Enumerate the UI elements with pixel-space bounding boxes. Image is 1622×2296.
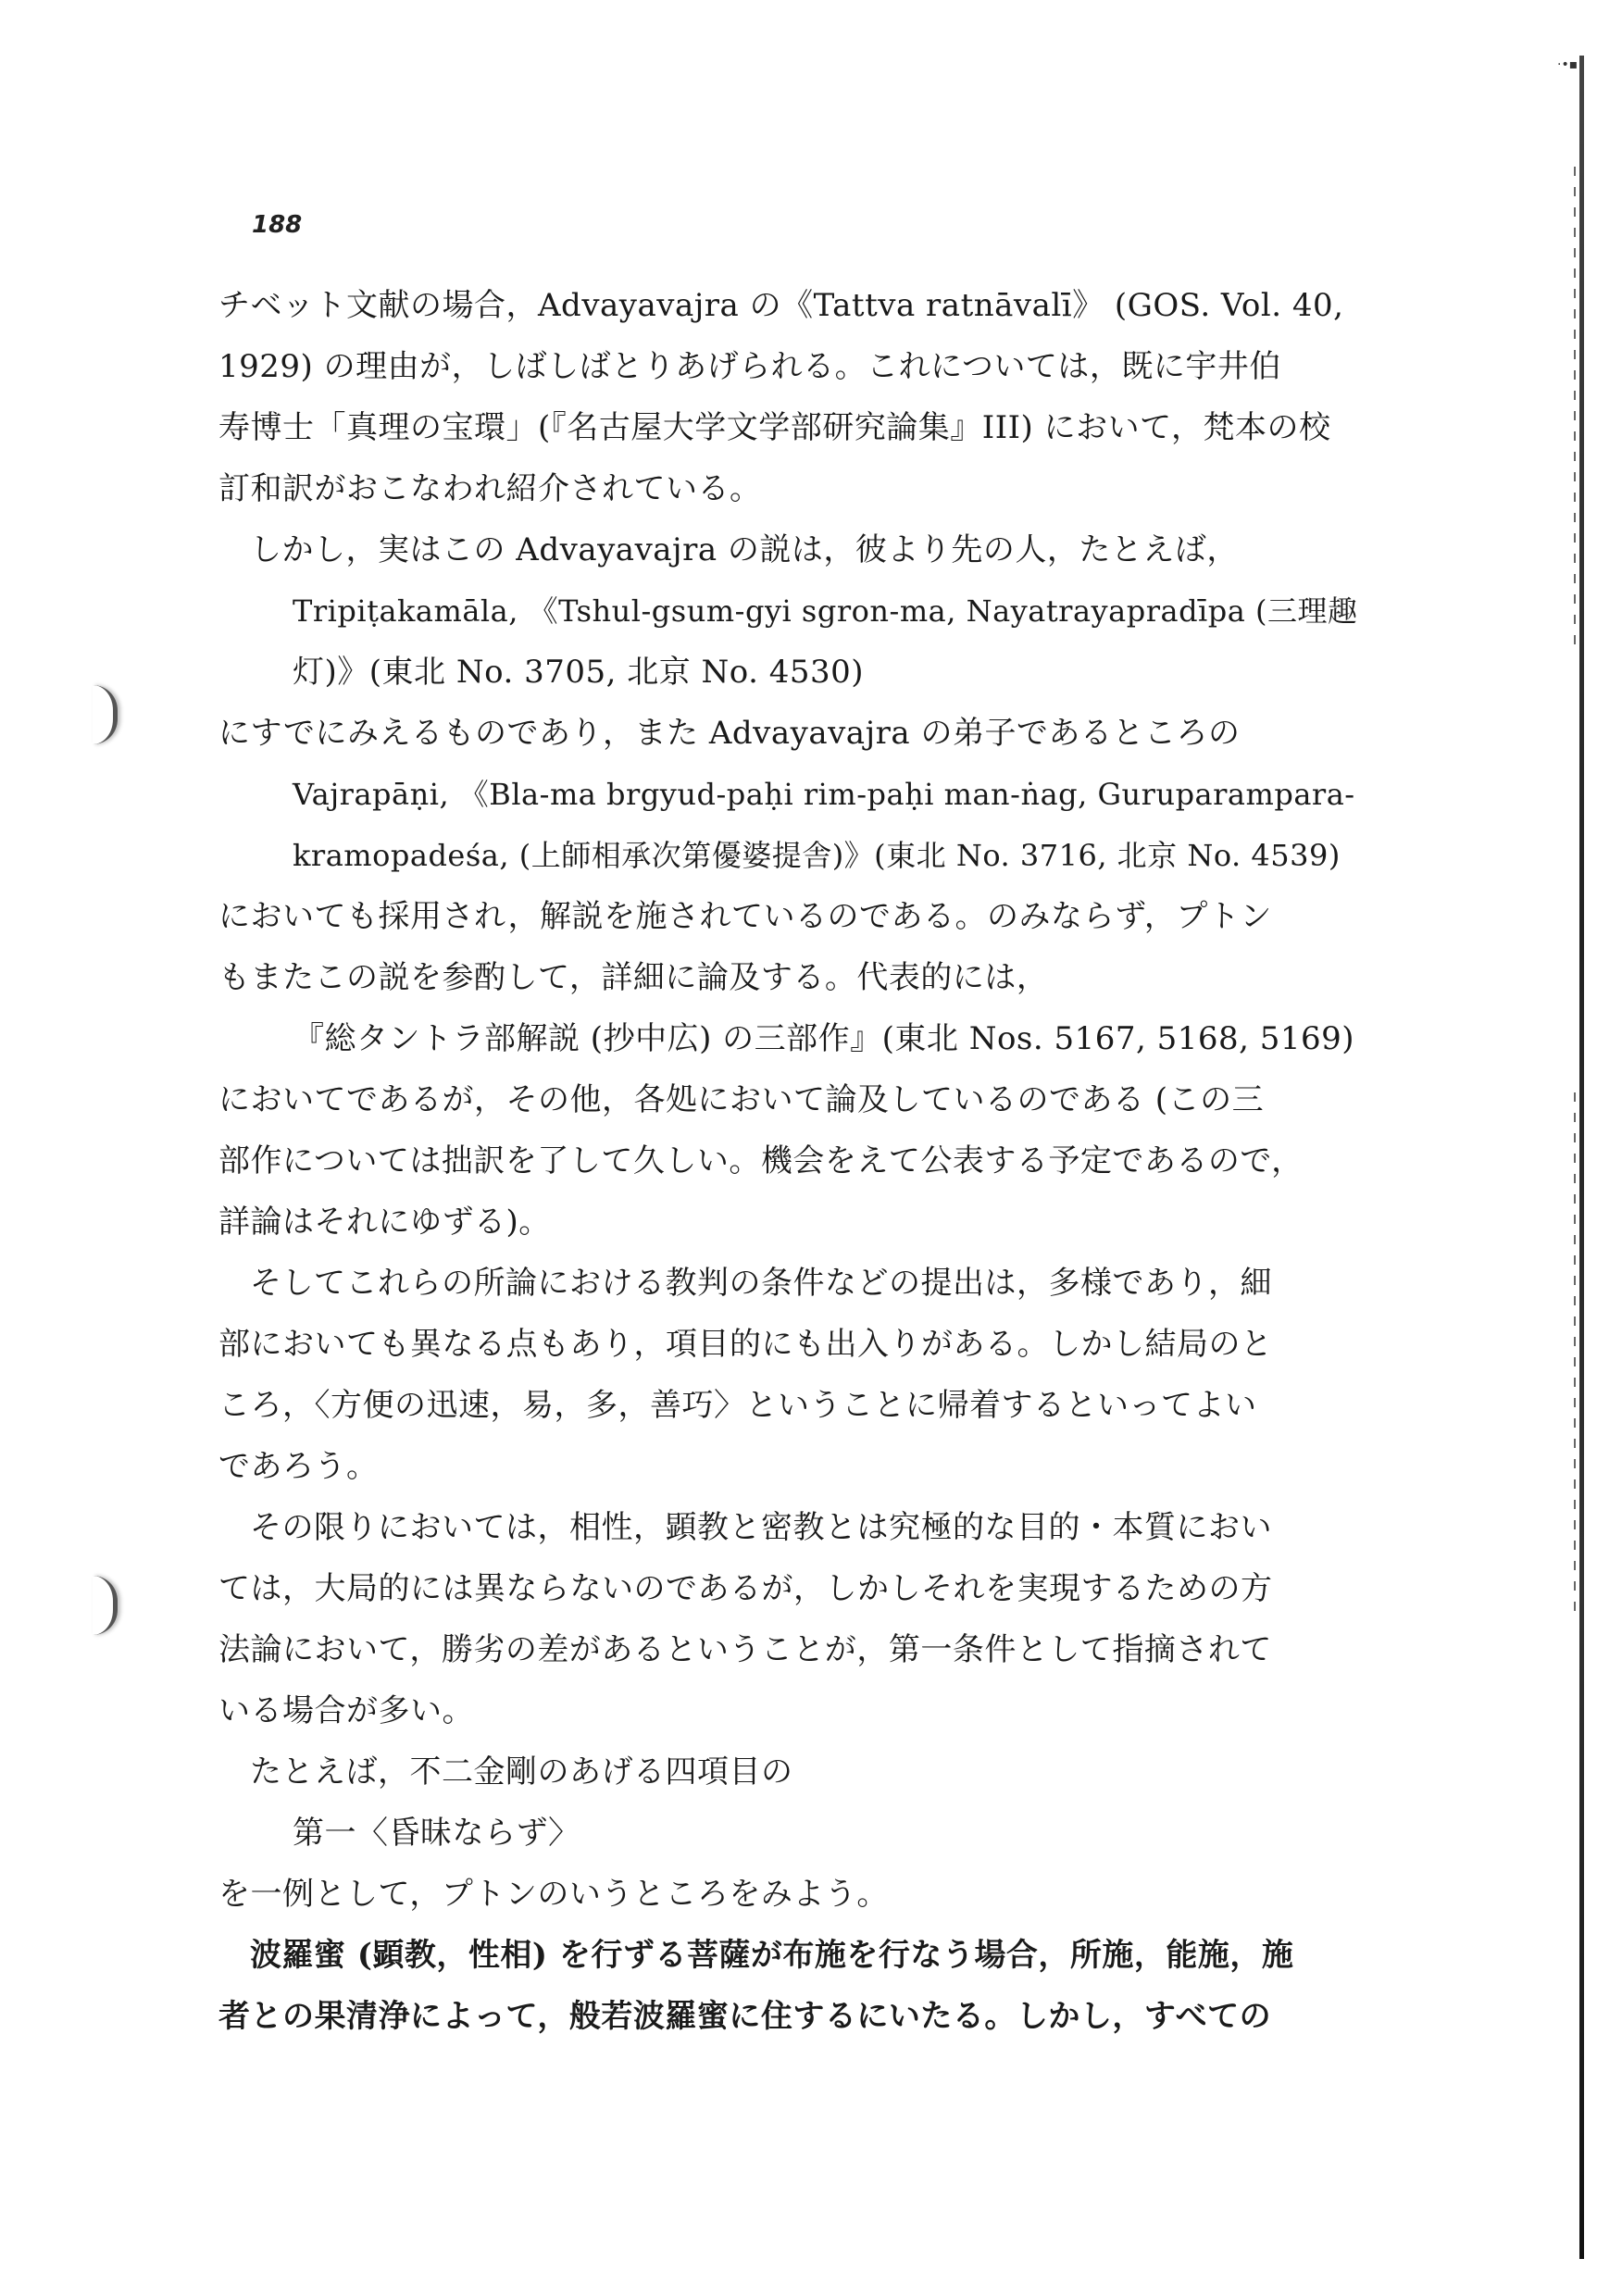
text-line: その限りにおいては，相性，顕教と密教とは究極的な目的・本質におい: [250, 1509, 1272, 1546]
text-line: そしてこれらの所論における教判の条件などの提出は，多様であり，細: [250, 1265, 1272, 1302]
text-line: 第一〈昏昧ならず〉: [293, 1815, 580, 1852]
page-number: 188: [252, 211, 303, 239]
text-line: たとえば，不二金剛のあげる四項目の: [250, 1753, 793, 1791]
text-line: ころ，〈方便の迅速，易，多，善巧〉ということに帰着するといってよい: [218, 1387, 1257, 1424]
text-line: 法論において，勝劣の差があるということが，第一条件として指摘されて: [218, 1631, 1272, 1668]
text-line: 部作については拙訳を了して久しい。機会をえて公表する予定であるので，: [218, 1142, 1304, 1179]
text-line: ては，大局的には異ならないのであるが，しかしそれを実現するための方: [218, 1570, 1273, 1607]
text-line: 詳論はそれにゆずる)。: [218, 1204, 551, 1241]
text-line: Tripiṭakamāla, 《Tshul-gsum-gyi sgron-ma, Nayatrayapradīpa (三理趣: [293, 593, 1358, 629]
text-line: 1929) の理由が，しばしばとりあげられる。これについては，既に宇井伯: [218, 348, 1281, 385]
text-line: 波羅蜜 (顕教，性相) を行ずる菩薩が布施を行なう場合，所施，能施，施: [250, 1937, 1294, 1974]
text-line: においても採用され，解説を施されているのである。のみならず，プトン: [218, 898, 1272, 935]
text-line: にすでにみえるものであり，また Advayavajra の弟子であるところの: [218, 715, 1241, 752]
edge-marks: ·•▪: [1557, 57, 1578, 72]
text-line: しかし，実はこの Advayavajra の説は，彼より先の人，たとえば，: [250, 531, 1239, 568]
text-line: であろう。: [218, 1448, 379, 1485]
text-line: 寿博士「真理の宝環」(『名古屋大学文学部研究論集』III) において，梵本の校: [218, 409, 1331, 446]
text-line: Vajrapāṇi, 《Bla-ma brgyud-paḥi rim-paḥi man-ṅag, Guruparampara-: [293, 777, 1355, 812]
text-line: kramopadeśa, (上師相承次第優婆提舎)》(東北 No. 3716, 北京 No. 4539): [293, 838, 1341, 873]
binder-hole-mark: [93, 685, 118, 744]
text-line: においてであるが，その他，各処において論及しているのである (この三: [218, 1081, 1265, 1118]
edge-dash-line: [1574, 1092, 1576, 1611]
text-line: 灯)》(東北 No. 3705, 北京 No. 4530): [293, 654, 865, 691]
binder-hole-mark: [93, 1576, 118, 1635]
text-line: もまたこの説を参酌して，詳細に論及する。代表的には，: [218, 959, 1049, 996]
text-line: 者との果清浄によって，般若波羅蜜に住するにいたる。しかし，すべての: [218, 1998, 1272, 2035]
text-line: 部においても異なる点もあり，項目的にも出入りがある。しかし結局のと: [218, 1326, 1273, 1363]
binding-edge-line: [1579, 56, 1584, 2259]
text-line: 『総タントラ部解説 (抄中広) の三部作』(東北 Nos. 5167, 5168, 5169): [293, 1020, 1355, 1057]
text-line: を一例として，プトンのいうところをみよう。: [218, 1876, 889, 1913]
text-line: いる場合が多い。: [218, 1692, 474, 1729]
text-line: 訂和訳がおこなわれ紹介されている。: [218, 470, 762, 507]
text-line: チベット文献の場合，Advayavajra の《Tattva ratnāvalī》 (GOS. Vol. 40,: [218, 287, 1344, 324]
edge-dash-line: [1574, 167, 1576, 648]
